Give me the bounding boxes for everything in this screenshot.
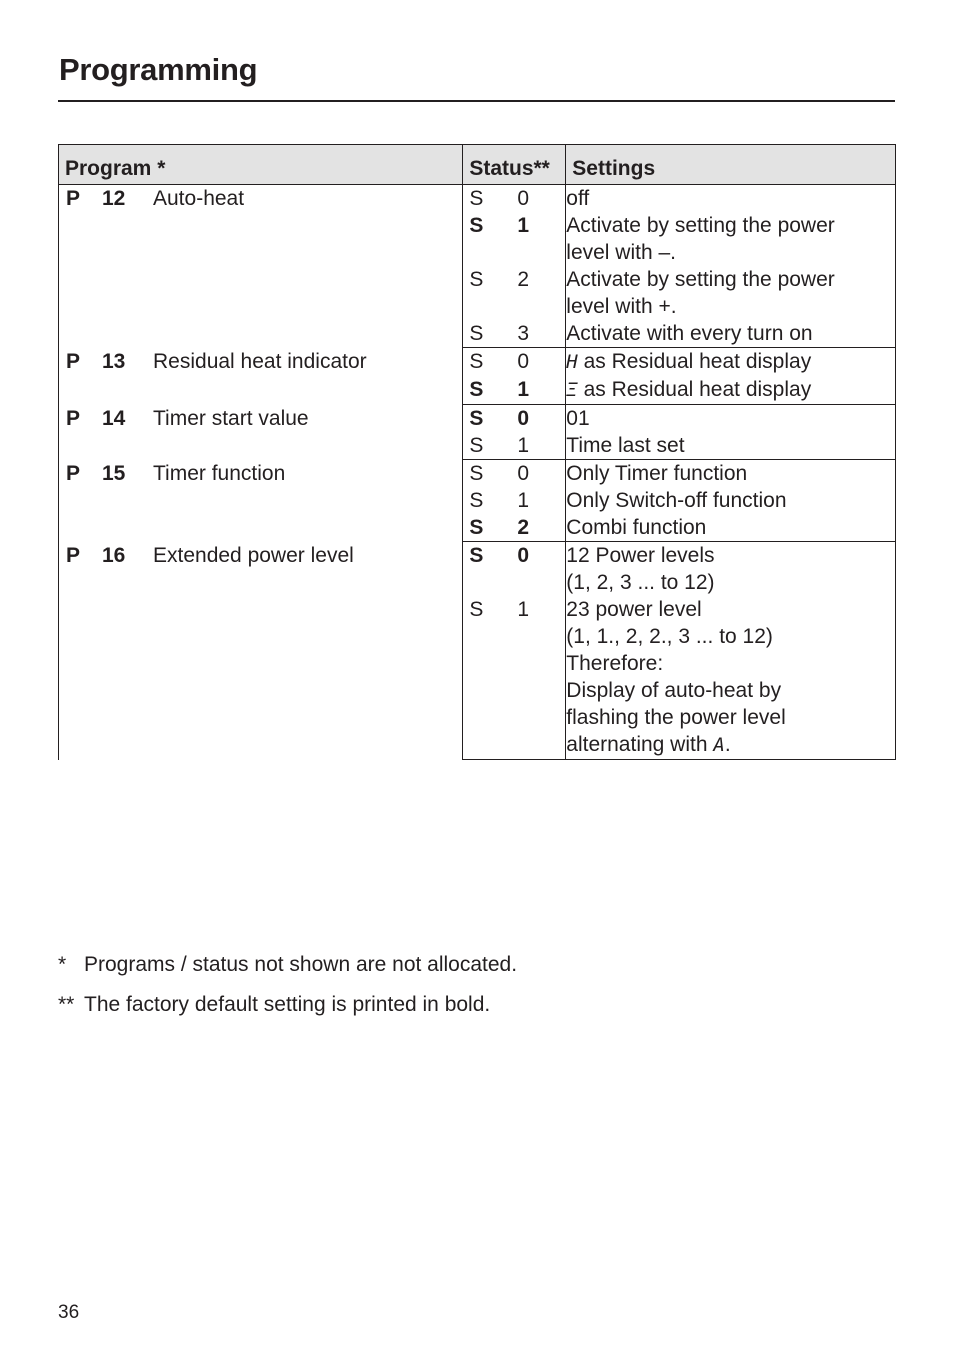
program-name: Timer start value [153, 406, 309, 430]
setting-cell [566, 460, 896, 488]
footnote-2 [58, 991, 490, 1018]
table-row [59, 405, 896, 433]
program-cell [59, 405, 463, 460]
setting-cell [566, 348, 896, 377]
status-cell [463, 266, 566, 320]
setting-cell [566, 542, 896, 597]
status-cell [463, 460, 566, 488]
setting-cell [566, 405, 896, 433]
setting-text: Display of auto-heat by [566, 679, 782, 702]
status-number: 1 [517, 598, 530, 621]
status-number: 1 [517, 214, 530, 237]
setting-cell [566, 376, 896, 405]
status-cell [463, 432, 566, 460]
setting-cell [566, 596, 896, 760]
table-row [59, 348, 896, 377]
program-cell [59, 185, 463, 348]
status-number: 1 [517, 378, 530, 401]
setting-text: . [724, 733, 731, 756]
program-line [59, 405, 462, 432]
status-letter: S [469, 378, 484, 401]
status-letter: S [469, 516, 484, 539]
display-symbol: A [713, 734, 725, 756]
status-letter: S [469, 350, 484, 373]
table-body [59, 185, 896, 760]
setting-text: Activate by setting the power [566, 214, 835, 237]
setting-text: Time last set [566, 434, 685, 457]
setting-line [566, 405, 895, 432]
program-number: 13 [102, 349, 126, 373]
status-letter: S [469, 322, 484, 345]
footnote-mark: ** [58, 993, 75, 1016]
setting-line [566, 514, 895, 541]
status-cell [463, 348, 566, 377]
setting-line [566, 293, 895, 320]
status-number: 2 [517, 268, 530, 291]
table-header-row [59, 145, 896, 185]
status-cell [463, 320, 566, 348]
program-number: 15 [102, 461, 126, 485]
status-letter: S [469, 214, 484, 237]
setting-cell [566, 212, 896, 266]
setting-line [566, 704, 895, 731]
program-letter: P [66, 406, 81, 430]
setting-text: (1, 1., 2, 2., 3 ... to 12) [566, 625, 773, 648]
setting-text: level with +. [566, 295, 677, 318]
status-number: 0 [517, 187, 530, 210]
setting-text: 01 [566, 407, 590, 430]
setting-text: 12 Power levels [566, 544, 715, 567]
status-letter: S [469, 187, 484, 210]
program-cell [59, 348, 463, 405]
status-letter: S [469, 544, 484, 567]
program-line [59, 460, 462, 487]
table-row [59, 185, 896, 213]
setting-text: flashing the power level [566, 706, 786, 729]
setting-text: alternating with [566, 733, 714, 756]
status-letter: S [469, 407, 484, 430]
setting-cell [566, 185, 896, 213]
setting-line [566, 650, 895, 677]
setting-text: level with –. [566, 241, 676, 264]
setting-cell [566, 266, 896, 320]
status-letter: S [469, 434, 484, 457]
setting-line [566, 348, 895, 376]
status-letter: S [469, 489, 484, 512]
program-cell [59, 542, 463, 760]
program-number: 14 [102, 406, 126, 430]
status-number: 2 [517, 516, 530, 539]
setting-text: Only Switch-off function [566, 489, 787, 512]
status-cell [463, 185, 566, 213]
program-letter: P [66, 543, 81, 567]
setting-line [566, 569, 895, 596]
program-name: Auto-heat [153, 187, 245, 210]
programming-table [58, 144, 896, 760]
setting-cell [566, 487, 896, 514]
setting-text: Only Timer function [566, 462, 748, 485]
setting-text: Therefore: [566, 652, 664, 675]
program-line [59, 185, 462, 212]
table-row [59, 460, 896, 488]
program-number: 16 [102, 543, 126, 567]
program-letter: P [66, 461, 81, 485]
program-number: 12 [102, 187, 126, 210]
status-letter: S [469, 462, 484, 485]
status-cell [463, 487, 566, 514]
setting-text: Activate by setting the power [566, 268, 835, 291]
table-row [59, 542, 896, 597]
setting-line [566, 623, 895, 650]
setting-line [566, 212, 895, 239]
setting-text: as Residual heat display [577, 378, 812, 401]
status-number: 0 [517, 407, 530, 430]
display-symbol: H [566, 351, 578, 373]
header-status: Status** [463, 145, 566, 185]
status-letter: S [469, 598, 484, 621]
status-number: 1 [517, 434, 530, 457]
status-cell [463, 376, 566, 405]
program-letter: P [66, 349, 81, 373]
setting-line [566, 542, 895, 569]
setting-line [566, 432, 895, 459]
footnote-text: Programs / status not shown are not allocated. [84, 953, 518, 976]
display-symbol: Ξ [566, 379, 578, 401]
setting-text: Activate with every turn on [566, 322, 813, 345]
setting-cell [566, 432, 896, 460]
status-number: 0 [517, 462, 530, 485]
program-letter: P [66, 187, 81, 210]
setting-line [566, 460, 895, 487]
header-program: Program * [59, 145, 463, 185]
setting-line [566, 376, 895, 404]
status-number: 0 [517, 350, 530, 373]
status-number: 3 [517, 322, 530, 345]
setting-line [566, 239, 895, 266]
setting-cell [566, 320, 896, 348]
setting-text: (1, 2, 3 ... to 12) [566, 571, 715, 594]
program-name: Timer function [153, 461, 286, 485]
footnote-1 [58, 951, 517, 978]
header-settings: Settings [566, 145, 896, 185]
status-letter: S [469, 268, 484, 291]
setting-line [566, 487, 895, 514]
setting-text: 23 power level [566, 598, 702, 621]
setting-line [566, 677, 895, 704]
status-cell [463, 405, 566, 433]
status-number: 1 [517, 489, 530, 512]
setting-line [566, 731, 895, 759]
status-cell [463, 542, 566, 597]
setting-line [566, 266, 895, 293]
status-number: 0 [517, 544, 530, 567]
setting-text: as Residual heat display [577, 350, 812, 373]
setting-text: Combi function [566, 516, 707, 539]
program-line [59, 348, 462, 375]
footnote-mark: * [58, 953, 67, 976]
status-cell [463, 596, 566, 760]
title-divider [58, 100, 895, 102]
setting-line [566, 596, 895, 623]
program-cell [59, 460, 463, 542]
setting-text: off [566, 187, 590, 210]
status-cell [463, 514, 566, 542]
setting-line [566, 185, 895, 212]
status-cell [463, 212, 566, 266]
page-title: Programming [59, 52, 258, 87]
footnote-text: The factory default setting is printed in bold. [84, 993, 491, 1016]
program-line [59, 542, 462, 569]
setting-cell [566, 514, 896, 542]
program-name: Residual heat indicator [153, 349, 367, 373]
page-number: 36 [58, 1302, 80, 1323]
program-name: Extended power level [153, 543, 354, 567]
setting-line [566, 320, 895, 347]
